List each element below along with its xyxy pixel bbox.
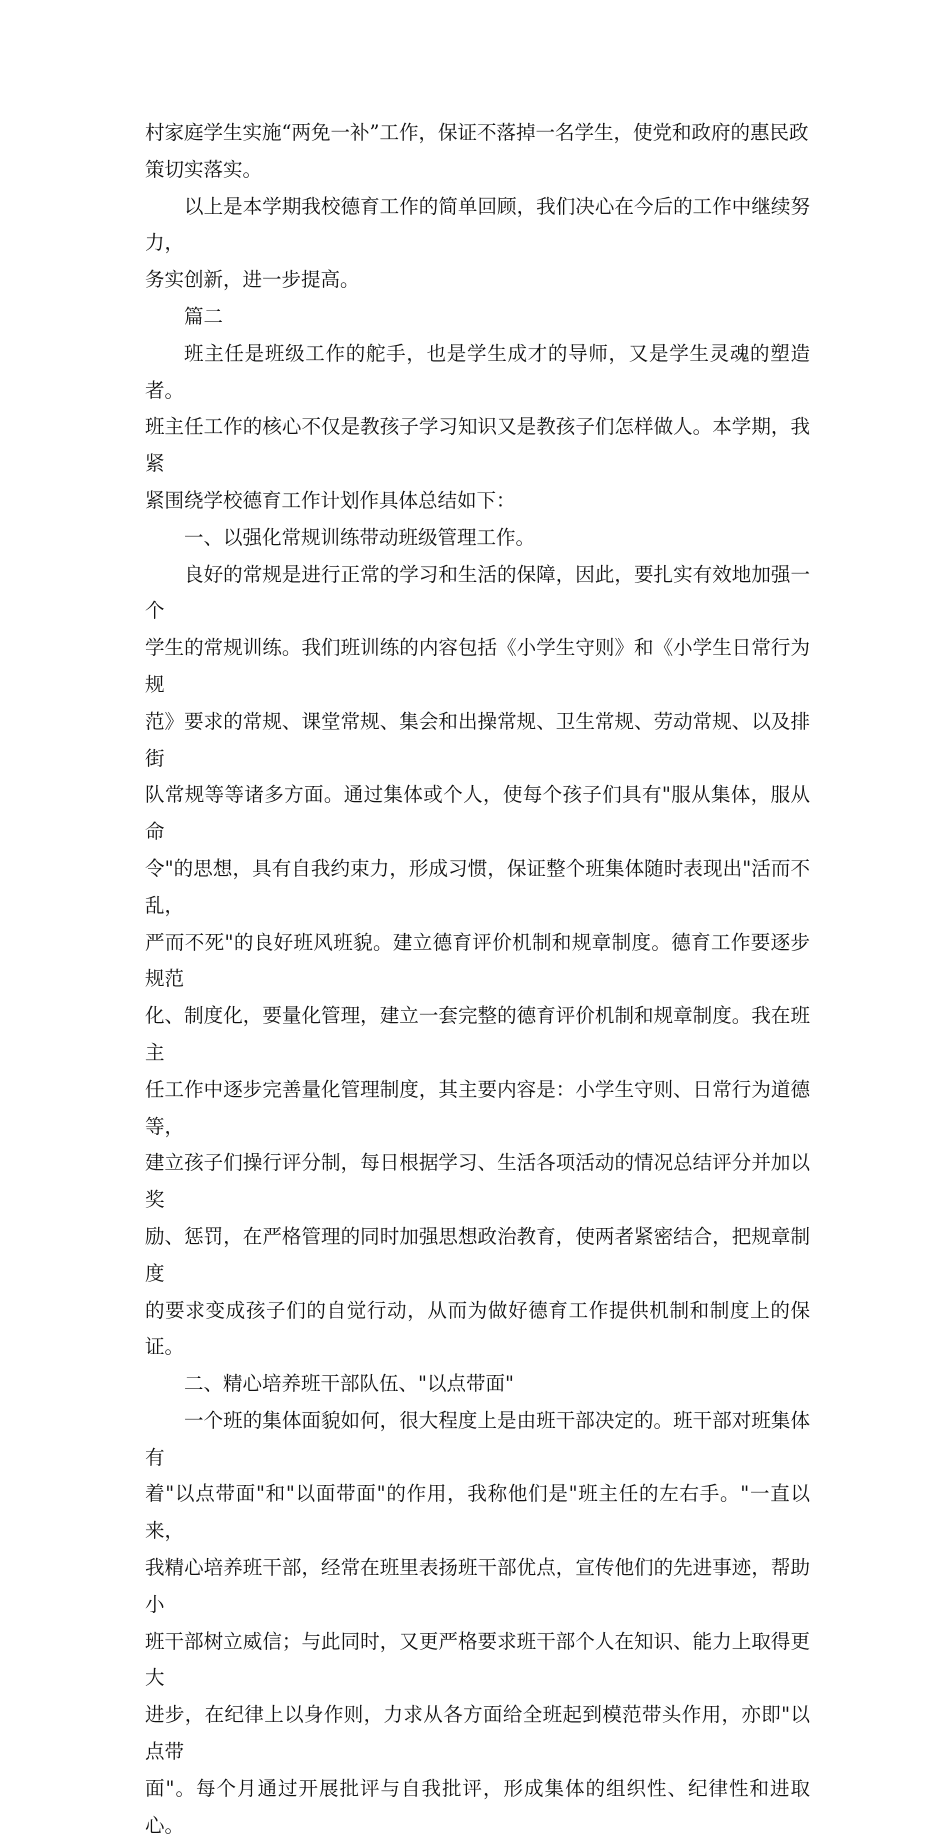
paragraph-class-cadres: 一个班的集体面貌如何，很大程度上是由班干部决定的。班干部对班集体有 着"以点带面"和"以面带面"的作用，我称他们是"班主任的左右手。"一直以来， 我精心培养班干部，经常在班里表扬班干部优点，宣传他们的先进事迹，帮助小 班干部树立威信；与此同时，又更严格要求班干部个人在知识、能力上取得更大 进步，在纪律上以身作则，力求从各方面给全班起到模范带头作用，亦即"以点带 面"。每个月通过开展批评与自我批评，形成集体的组织性、纪律性和进取心。 [145, 1408, 810, 1837]
section-heading-one: 一、以强化常规训练带动班级管理工作。 [184, 525, 536, 549]
paragraph-summary: 以上是本学期我校德育工作的简单回顾，我们决心在今后的工作中继续努力， 务实创新，进一步提高。 [145, 194, 810, 292]
paragraph-continuation: 村家庭学生实施“两免一补”工作，保证不落掉一名学生，使党和政府的惠民政 策切实落实。 [145, 121, 809, 181]
document-body [145, 115, 810, 1844]
paragraph-routine-training: 良好的常规是进行正常的学习和生活的保障，因此，要扎实有效地加强一个 学生的常规训练。我们班训练的内容包括《小学生守则》和《小学生日常行为规 范》要求的常规、课堂常规、集会和出操常规、卫生常规、劳动常规、以及排街 队常规等等诸多方面。通过集体或个人，使每个孩子们具有"服从集体，服从命 令"的思想，具有自我约束力，形成习惯，保证整个班集体随时表现出"活而不乱， 严而不死"的良好班风班貌。建立德育评价机制和规章制度。德育工作要逐步规范 化、制度化，要量化管理，建立一套完整的德育评价机制和规章制度。我在班主 任工作中逐步完善量化管理制度，其主要内容是：小学生守则、日常行为道德等， 建立孩子们操行评分制，每日根据学习、生活各项活动的情况总结评分并加以奖 励、惩罚，在严格管理的同时加强思想政治教育，使两者紧密结合，把规章制度 的要求变成孩子们的自觉行动，从而为做好德育工作提供机制和制度上的保证。 [145, 562, 810, 1359]
section-heading-two: 二、精心培养班干部队伍、"以点带面" [184, 1372, 514, 1396]
paragraph-intro: 班主任是班级工作的舵手，也是学生成才的导师，又是学生灵魂的塑造者。 班主任工作的核心不仅是教孩子学习知识又是教孩子们怎样做人。本学期，我紧 紧围绕学校德育工作计划作具体总结如下： [145, 341, 810, 512]
section-heading-part-two: 篇二 [184, 304, 224, 328]
